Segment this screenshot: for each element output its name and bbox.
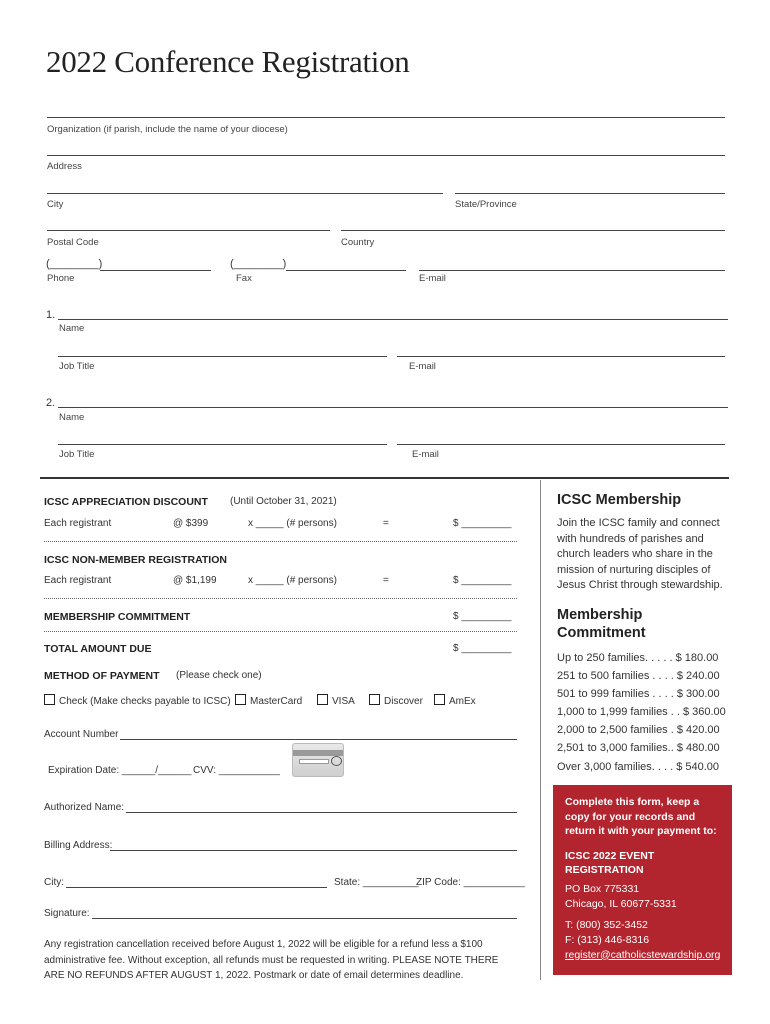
country-field[interactable] [341, 230, 725, 231]
total-due-title: TOTAL AMOUNT DUE [44, 643, 152, 655]
billing-city-field[interactable] [66, 887, 327, 888]
discount-price: @ $399 [173, 518, 209, 529]
organization-label: Organization (if parish, include the name of your diocese) [47, 124, 288, 135]
nonmember-persons-field[interactable]: x _____ (# persons) [248, 575, 337, 586]
registrant-2-job-label: Job Title [59, 449, 95, 460]
membership-commitment-field[interactable]: $ _________ [453, 611, 512, 622]
registrant-2-number: 2. [46, 397, 56, 409]
contact-email-link[interactable]: register@catholicstewardship.org [565, 948, 721, 961]
dotted-separator [44, 598, 517, 599]
check-label: Check (Make checks payable to ICSC) [59, 696, 231, 707]
each-registrant-label-1: Each registrant [44, 518, 112, 529]
payment-method-title: METHOD OF PAYMENT [44, 670, 160, 682]
phone-area-code[interactable]: (________) [46, 258, 103, 270]
signature-label: Signature: [44, 908, 90, 919]
postal-code-label: Postal Code [47, 237, 99, 248]
mailing-address-line-2: Chicago, IL 60677-5331 [565, 897, 677, 910]
mastercard-checkbox[interactable] [235, 694, 246, 705]
registrant-2-name-label: Name [59, 412, 85, 423]
registrant-1-number: 1. [46, 309, 56, 321]
city-field[interactable] [47, 193, 443, 194]
check-checkbox[interactable] [44, 694, 55, 705]
address-label: Address [47, 161, 82, 172]
country-label: Country [341, 237, 375, 248]
email-label: E-mail [419, 273, 446, 284]
total-due-field[interactable]: $ _________ [453, 643, 512, 654]
state-field[interactable] [455, 193, 725, 194]
mailing-callout [553, 785, 732, 975]
callout-registration-title: ICSC 2022 EVENT REGISTRATION [565, 849, 655, 876]
commitment-heading-line-1: Membership [557, 607, 643, 623]
organization-field[interactable] [47, 117, 725, 118]
registrant-1-job-label: Job Title [59, 361, 95, 372]
mailing-address-line-1: PO Box 775331 [565, 882, 640, 895]
address-field[interactable] [47, 155, 725, 156]
signature-field[interactable] [92, 918, 517, 919]
billing-city-label: City: [44, 877, 64, 888]
amex-checkbox[interactable] [434, 694, 445, 705]
account-number-field[interactable] [120, 739, 517, 740]
state-label: State/Province [455, 199, 517, 210]
billing-address-label: Billing Address: [44, 840, 113, 851]
membership-text: Join the ICSC family and connect with hundreds of parishes and church leaders who share in the mission of nurturing disciples of Jesus Christ through stewardship. [557, 517, 723, 591]
nonmember-title: ICSC NON-MEMBER REGISTRATION [44, 554, 227, 566]
tier-row: 251 to 500 families . . . . $ 240.00 [557, 670, 720, 682]
tier-row: Over 3,000 families. . . . $ 540.00 [557, 761, 720, 773]
billing-address-field[interactable] [110, 850, 517, 851]
cvv-field[interactable]: CVV: ___________ [193, 765, 280, 776]
authorized-name-label: Authorized Name: [44, 802, 125, 813]
account-number-label: Account Number [44, 729, 119, 740]
registrant-1-name-label: Name [59, 323, 85, 334]
registrant-2-email-label: E-mail [412, 449, 439, 460]
tier-row: 501 to 999 families . . . . $ 300.00 [557, 688, 720, 700]
column-divider [540, 480, 541, 980]
expiration-date-field[interactable]: Expiration Date: ______/______ [48, 765, 192, 776]
registrant-1-email-label: E-mail [409, 361, 436, 372]
postal-code-field[interactable] [47, 230, 330, 231]
email-field[interactable] [419, 270, 725, 271]
membership-commitment-title: MEMBERSHIP COMMITMENT [44, 611, 191, 623]
each-registrant-label-2: Each registrant [44, 575, 112, 586]
credit-card-icon [292, 743, 344, 777]
fax-area-code[interactable]: (________) [230, 258, 287, 270]
commitment-heading-line-2: Commitment [557, 625, 646, 641]
tier-row: Up to 250 families. . . . . $ 180.00 [557, 652, 719, 664]
phone-field[interactable] [100, 270, 211, 271]
appreciation-discount-title: ICSC APPRECIATION DISCOUNT [44, 496, 208, 508]
discover-label: Discover [384, 696, 423, 707]
page-title: 2022 Conference Registration [46, 44, 410, 79]
discount-total-field[interactable]: $ _________ [453, 518, 512, 529]
city-label: City [47, 199, 64, 210]
section-divider [40, 477, 729, 479]
registrant-1-name-field[interactable] [58, 319, 728, 320]
billing-zip-field[interactable]: ZIP Code: ___________ [416, 877, 525, 888]
callout-instructions: Complete this form, keep a copy for your records and return it with your payment to: [565, 796, 717, 837]
refund-policy: Any registration cancellation received before August 1, 2022 will be eligible for a refund less a $100 administrative fee. Without exception, all refunds must be requested in writing. PLEASE NOTE THERE ARE NO REFUNDS AFTER AUGUST 1, 2022. Postmark or date of email determines deadline. [44, 939, 499, 981]
discount-persons-field[interactable]: x _____ (# persons) [248, 518, 337, 529]
tier-row: 2,000 to 2,500 families . $ 420.00 [557, 724, 720, 736]
contact-fax: F: (313) 446-8316 [565, 933, 650, 946]
membership-heading: ICSC Membership [557, 492, 682, 508]
billing-state-field[interactable]: State: __________ [334, 877, 419, 888]
dotted-separator [44, 631, 517, 632]
appreciation-discount-note: (Until October 31, 2021) [230, 496, 337, 507]
nonmember-price: @ $1,199 [173, 575, 217, 586]
equals-sign-2: = [383, 575, 389, 586]
tier-row: 1,000 to 1,999 families . . $ 360.00 [557, 706, 726, 718]
fax-label: Fax [236, 273, 252, 284]
fax-field[interactable] [286, 270, 406, 271]
amex-label: AmEx [449, 696, 476, 707]
phone-label: Phone [47, 273, 75, 284]
registrant-1-job-field[interactable] [58, 356, 387, 357]
contact-phone: T: (800) 352-3452 [565, 918, 648, 931]
dotted-separator [44, 541, 517, 542]
payment-method-note: (Please check one) [176, 670, 262, 681]
registrant-2-email-field[interactable] [397, 444, 725, 445]
authorized-name-field[interactable] [126, 812, 517, 813]
visa-label: VISA [332, 696, 355, 707]
equals-sign-1: = [383, 518, 389, 529]
registrant-2-name-field[interactable] [58, 407, 728, 408]
registrant-2-job-field[interactable] [58, 444, 387, 445]
mastercard-label: MasterCard [250, 696, 303, 707]
nonmember-total-field[interactable]: $ _________ [453, 575, 512, 586]
registrant-1-email-field[interactable] [397, 356, 725, 357]
discover-checkbox[interactable] [369, 694, 380, 705]
tier-row: 2,501 to 3,000 families.. $ 480.00 [557, 742, 720, 754]
visa-checkbox[interactable] [317, 694, 328, 705]
